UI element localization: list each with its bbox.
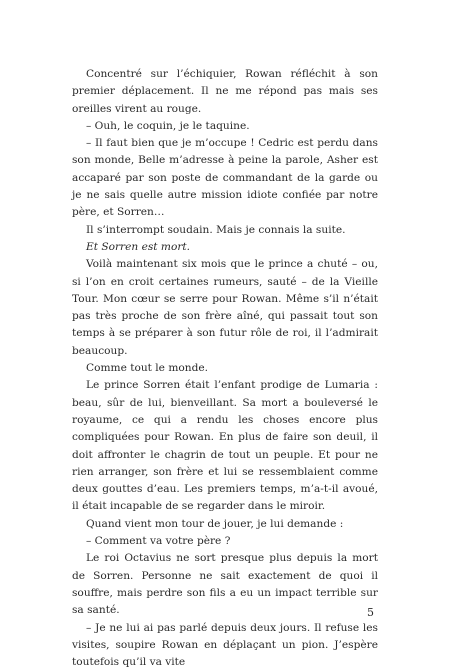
paragraph-12: – Je ne lui ai pas parlé depuis deux jours. Il refuse les visites, soupire Rowan en déplaçant un pion. J’espère toutefois qu’il va vite (72, 620, 378, 671)
paragraph-7: Comme tout le monde. (72, 360, 378, 377)
paragraph-10: – Comment va votre père ? (72, 533, 378, 550)
paragraph-5: Et Sorren est mort. (72, 239, 378, 256)
page-number: 5 (367, 606, 374, 619)
paragraph-4: Il s’interrompt soudain. Mais je connais la suite. (72, 222, 378, 239)
paragraph-8: Le prince Sorren était l’enfant prodige de Lumaria : beau, sûr de lui, bienveillant. Sa mort a bouleversé le royaume, ce qui a rendu les choses encore plus compliquées pour Rowan. En plus de faire son deuil, il doit affronter le chagrin de tout un peuple. Et pour ne rien arranger, son frère et lui se ressemblaient comme deux gouttes d’eau. Les premiers temps, m’a-t-il avoué, il était incapable de se regarder dans le miroir. (72, 377, 378, 515)
paragraph-2: – Ouh, le coquin, je le taquine. (72, 118, 378, 135)
paragraph-11: Le roi Octavius ne sort presque plus depuis la mort de Sorren. Personne ne sait exactement de quoi il souffre, mais perdre son fils a eu un impact terrible sur sa santé. (72, 550, 378, 619)
paragraph-6: Voilà maintenant six mois que le prince a chuté – ou, si l’on en croit certaines rumeurs, sauté – de la Vieille Tour. Mon cœur se serre pour Rowan. Même s’il n’était pas très proche de son frère aîné, qui passait tout son temps à se préparer à son futur rôle de roi, il l’admirait beaucoup. (72, 256, 378, 360)
page-body (72, 66, 378, 671)
paragraph-3: – Il faut bien que je m’occupe ! Cedric est perdu dans son monde, Belle m’adresse à peine la parole, Asher est accaparé par son poste de commandant de la garde ou je ne sais quelle autre mission idiote confiée par notre père, et Sorren… (72, 135, 378, 221)
paragraph-1: Concentré sur l’échiquier, Rowan réfléchit à son premier déplacement. Il ne me répond pas mais ses oreilles virent au rouge. (72, 66, 378, 118)
paragraph-9: Quand vient mon tour de jouer, je lui demande : (72, 516, 378, 533)
